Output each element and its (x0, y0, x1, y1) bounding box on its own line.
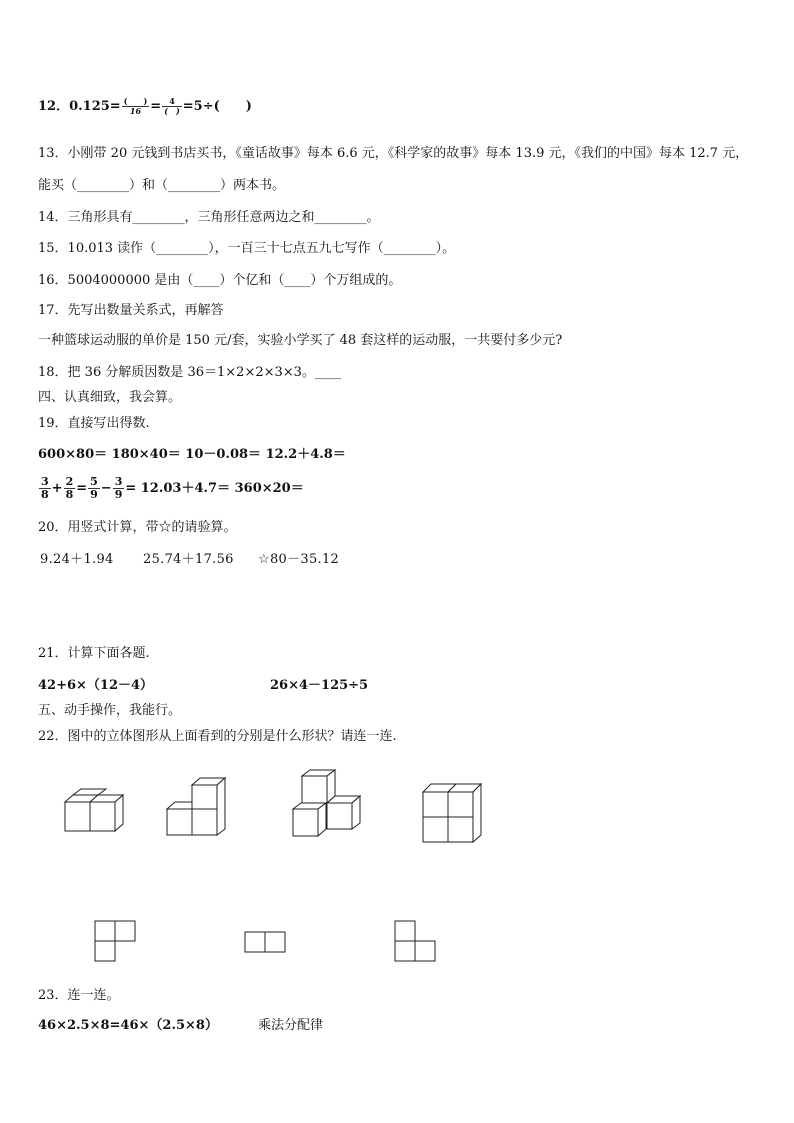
top-view-1 (94, 920, 138, 964)
fraction-3-9: $\frac{3}{9}$ (114, 475, 123, 501)
section-5-heading: 五、动手操作，我能行。 (38, 703, 182, 718)
question-18: 18．把 36 分解质因数是 36＝1×2×2×3×3。____ (38, 365, 341, 380)
top-view-3 (394, 920, 438, 964)
top-view-2 (244, 931, 288, 955)
question-13-line-1: 13．小刚带 20 元钱到书店买书，《童话故事》每本 6.6 元，《科学家的故事》每本 13.9 元，《我们的中国》每本 12.7 元， (38, 146, 749, 161)
section-4-heading: 四、认真细致，我会算。 (38, 390, 182, 405)
question-12: 12．0.125= $\frac{( )}{16}$ = $\frac{4}{( )}$ =5÷( ) (38, 96, 252, 116)
q12-fraction-2: $\frac{4}{( )}$ (164, 96, 180, 116)
q12-fraction-1: $\frac{( )}{16}$ (123, 96, 148, 116)
solid-figure-2 (162, 773, 232, 838)
question-16: 16．5004000000 是由（____）个亿和（____）个万组成的。 (38, 273, 402, 288)
solid-figure-1 (60, 788, 130, 838)
question-21-expr-1: 42+6×（12－4） (38, 678, 154, 693)
q12-pre: 0.125= (69, 99, 121, 114)
question-17-line-2: 一种篮球运动服的单价是 150 元/套，实验小学买了 48 套这样的运动服，一共要付多少元? (38, 333, 563, 348)
question-21-expr-2: 26×4－125÷5 (270, 678, 369, 693)
question-23-left-expr: 46×2.5×8=46×（2.5×8） (38, 1018, 218, 1033)
solid-figure-3 (288, 767, 368, 842)
question-19-row-1: 600×80＝ 180×40＝ 10－0.08＝ 12.2＋4.8＝ (38, 447, 346, 462)
question-15: 15．10.013 读作（________），一百三十七点五九七写作（________）。 (38, 241, 456, 256)
question-22: 22．图中的立体图形从上面看到的分别是什么形状？请连一连. (38, 729, 397, 744)
question-23-title: 23．连一连。 (38, 988, 120, 1003)
solid-figure-4 (418, 778, 488, 846)
q12-post: =5÷( ) (182, 99, 252, 114)
question-19-title: 19．直接写出得数. (38, 416, 150, 431)
question-17-line-1: 17．先写出数量关系式，再解答 (38, 303, 224, 318)
question-20-expr-2: 25.74＋17.56 (143, 552, 234, 567)
question-19-row-2: $\frac{3}{8}$ + $\frac{2}{8}$ = $\frac{5}{9}$ − $\frac{3}{9}$ = 12.03＋4.7＝ 360×20＝ (41, 475, 304, 501)
fraction-2-8: $\frac{2}{8}$ (65, 475, 74, 501)
fraction-3-8: $\frac{3}{8}$ (41, 475, 49, 501)
question-13-line-2: 能买（________）和（________）两本书。 (38, 178, 286, 193)
fraction-5-9: $\frac{5}{9}$ (90, 475, 98, 501)
question-20-expr-1: 9.24＋1.94 (40, 552, 114, 567)
question-23-right-law: 乘法分配律 (258, 1018, 324, 1033)
question-20-expr-3: ☆80－35.12 (258, 552, 340, 567)
question-21-title: 21．计算下面各题. (38, 646, 150, 661)
question-20-title: 20．用竖式计算，带☆的请验算。 (38, 520, 237, 535)
question-14: 14．三角形具有________，三角形任意两边之和________。 (38, 210, 380, 225)
q12-number: 12． (38, 99, 70, 114)
